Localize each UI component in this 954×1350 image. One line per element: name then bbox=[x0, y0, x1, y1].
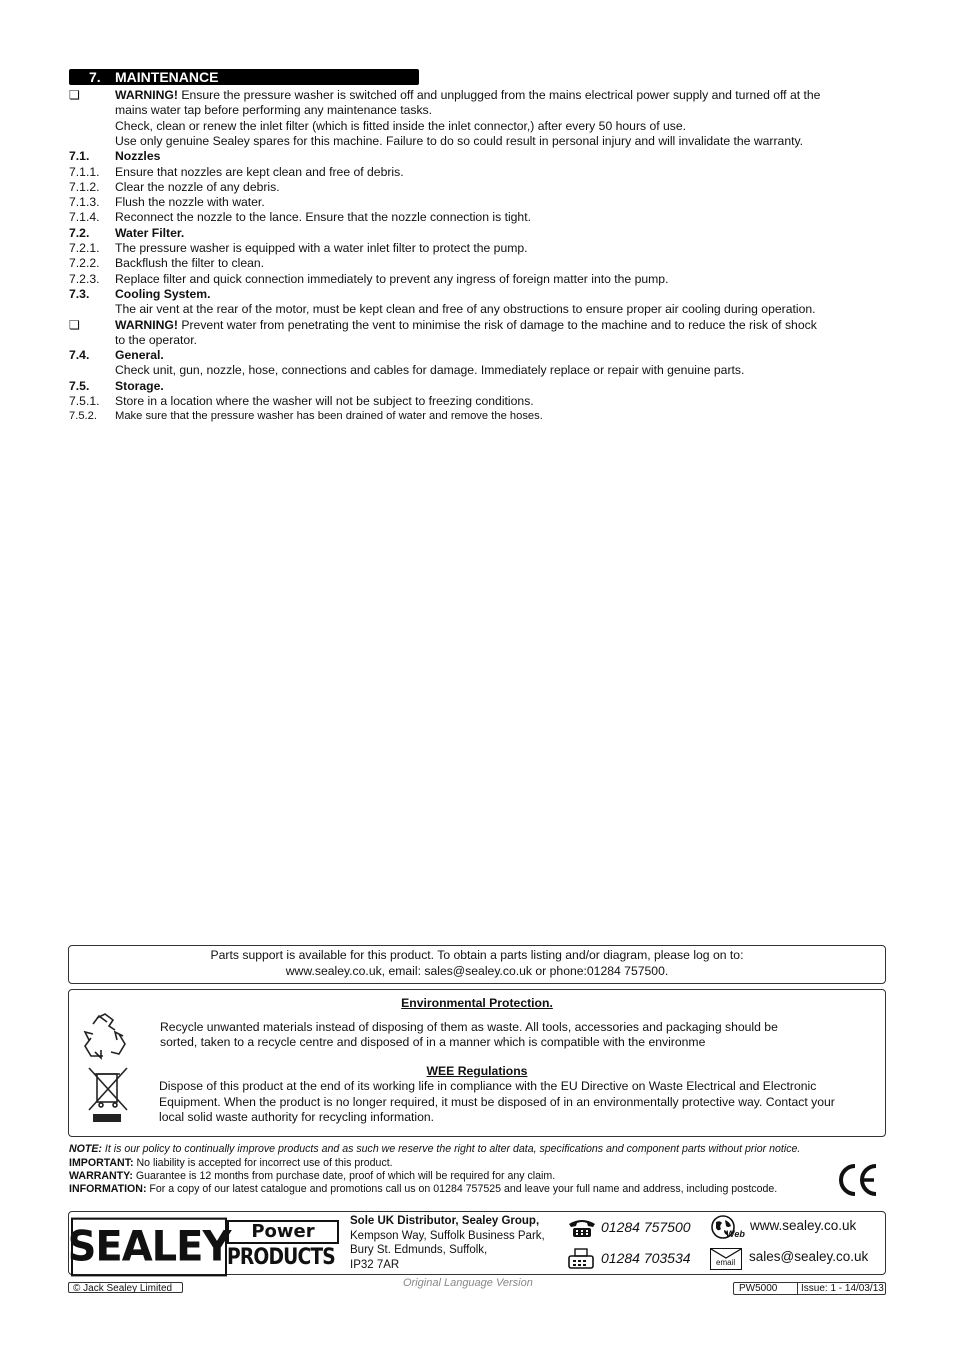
power-logo: Power bbox=[227, 1220, 339, 1244]
important-text: No liability is accepted for incorrect use of this product. bbox=[133, 1157, 393, 1169]
wee-text3: local solid waste authority for recycling information. bbox=[159, 1110, 435, 1124]
line-body-text: Clear the nozzle of any debris. bbox=[115, 179, 280, 194]
line-body-text: Flush the nozzle with water. bbox=[115, 195, 265, 210]
line-text bbox=[115, 394, 534, 409]
line-text bbox=[115, 333, 197, 348]
line-body-text: Check, clean or renew the inlet filter (which is fitted inside the inlet connector,) after every 50 hours of use. bbox=[115, 118, 687, 133]
warranty-label: WARRANTY: bbox=[69, 1170, 133, 1182]
products-logo: PRODUCTS bbox=[227, 1245, 335, 1270]
line-text bbox=[115, 348, 164, 363]
line-text bbox=[115, 409, 543, 424]
divider bbox=[797, 1283, 798, 1294]
environment-box bbox=[68, 989, 886, 1137]
line-body-text: The pressure washer is equipped with a water inlet filter to protect the pump. bbox=[115, 241, 528, 255]
address-line2: Bury St. Edmunds, Suffolk, bbox=[350, 1244, 488, 1256]
line-number: 7.2. bbox=[69, 225, 90, 240]
warranty-line bbox=[69, 1170, 555, 1184]
web-icon-label: Web bbox=[726, 1229, 745, 1239]
note-label: NOTE: bbox=[69, 1143, 102, 1155]
parts-support-line1: Parts support is available for this product. To obtain a parts listing and/or diagram, please log on to: bbox=[210, 948, 744, 962]
parts-support-box bbox=[68, 945, 886, 984]
line-number: 7.2.1. bbox=[69, 241, 100, 255]
line-text bbox=[115, 379, 164, 394]
env-text2: sorted, taken to a recycle centre and disposed of in a manner which is compatible with the environme bbox=[160, 1035, 706, 1049]
address-line1: Kempson Way, Suffolk Business Park, bbox=[350, 1229, 545, 1242]
checkbox-bullet-icon: ❏ bbox=[69, 317, 80, 332]
line-body-text: Ensure that nozzles are kept clean and free of debris. bbox=[115, 164, 404, 179]
website: www.sealey.co.uk bbox=[750, 1218, 857, 1233]
fax-icon bbox=[567, 1248, 595, 1270]
copyright: © Jack Sealey Limited bbox=[68, 1282, 183, 1293]
recycle-icon bbox=[79, 1010, 131, 1062]
line-number: 7.4. bbox=[69, 348, 90, 363]
wee-text1: Dispose of this product at the end of its working life in compliance with the EU Directive on Waste Electrical and Electronic bbox=[159, 1079, 817, 1093]
line-text bbox=[115, 241, 528, 256]
line-body-text: Store in a location where the washer will not be subject to freezing conditions. bbox=[115, 394, 534, 408]
fax-number: 01284 703534 bbox=[601, 1250, 691, 1266]
line-text bbox=[115, 149, 160, 164]
line-text bbox=[115, 318, 817, 333]
section-header bbox=[69, 69, 419, 85]
line-body-text: The air vent at the rear of the motor, must be kept clean and free of any obstructions to ensure proper air cooling during operation. bbox=[115, 302, 816, 317]
line-body-text: Reconnect the nozzle to the lance. Ensure that the nozzle connection is tight. bbox=[115, 210, 531, 225]
line-body-text: Ensure the pressure washer is switched off and unplugged from the mains electrical power supply and turned off at the bbox=[177, 88, 821, 102]
line-bold-text: General. bbox=[115, 348, 164, 363]
email-address: sales@sealey.co.uk bbox=[749, 1249, 869, 1264]
phone-number: 01284 757500 bbox=[601, 1219, 691, 1235]
note-line bbox=[69, 1143, 800, 1157]
distributor-address bbox=[350, 1214, 545, 1272]
important-line bbox=[69, 1157, 393, 1171]
line-text bbox=[115, 287, 210, 302]
line-number: 7.2.2. bbox=[69, 256, 100, 271]
line-number: 7.1.2. bbox=[69, 179, 100, 194]
original-language: Original Language Version bbox=[403, 1277, 533, 1289]
line-body-text: Backflush the filter to clean. bbox=[115, 256, 265, 271]
line-text bbox=[115, 88, 820, 103]
information-line bbox=[69, 1183, 777, 1197]
line-bold-text: WARNING! bbox=[115, 317, 178, 332]
email-icon-label: email bbox=[716, 1258, 736, 1267]
information-text: For a copy of our latest catalogue and promotions call us on 01284 757525 and leave your full name and address, including postcode. bbox=[146, 1183, 778, 1195]
line-bold-text: Nozzles bbox=[115, 149, 161, 164]
line-body-text: to the operator. bbox=[115, 332, 197, 347]
line-number: 7.1.3. bbox=[69, 195, 100, 210]
line-number: 7.1.4. bbox=[69, 210, 100, 225]
address-line3: IP32 7AR bbox=[350, 1258, 400, 1271]
line-body-text: Make sure that the pressure washer has been drained of water and remove the hoses. bbox=[115, 410, 543, 423]
line-bold-text: Water Filter. bbox=[115, 225, 185, 240]
line-number: 7.5.2. bbox=[69, 410, 97, 423]
information-label: INFORMATION: bbox=[69, 1183, 147, 1195]
ce-mark-icon bbox=[836, 1162, 880, 1198]
line-body-text: Prevent water from penetrating the vent to minimise the risk of damage to the machine and to reduce the risk of shock bbox=[177, 317, 817, 332]
parts-support-line2: www.sealey.co.uk, email: sales@sealey.co.uk or phone:01284 757500. bbox=[285, 964, 669, 978]
line-text bbox=[115, 119, 686, 134]
wee-heading: WEE Regulations bbox=[426, 1064, 528, 1078]
line-bold-text: Storage. bbox=[115, 378, 164, 393]
line-number: 7.3. bbox=[69, 286, 90, 301]
line-bold-text: WARNING! bbox=[115, 88, 178, 102]
line-number: 7.1. bbox=[69, 149, 90, 164]
line-text bbox=[115, 302, 816, 317]
sealey-logo: SEALEY bbox=[71, 1218, 227, 1277]
line-body-text: Use only genuine Sealey spares for this machine. Failure to do so could result in personal injury and will invalidate the warranty. bbox=[115, 133, 804, 148]
env-heading: Environmental Protection. bbox=[401, 996, 553, 1010]
distributor-name: Sole UK Distributor, Sealey Group, bbox=[350, 1215, 540, 1227]
line-text bbox=[115, 272, 668, 287]
line-number: 7.2.3. bbox=[69, 271, 100, 286]
line-text bbox=[115, 226, 184, 241]
line-text bbox=[115, 103, 432, 118]
env-text1: Recycle unwanted materials instead of disposing of them as waste. All tools, accessories and packaging should be bbox=[160, 1020, 778, 1034]
line-number: 7.1.1. bbox=[69, 164, 100, 179]
line-text bbox=[115, 180, 280, 195]
important-label: IMPORTANT: bbox=[69, 1157, 134, 1169]
line-text bbox=[115, 195, 265, 210]
issue-date: Issue: 1 - 14/03/13 bbox=[801, 1283, 884, 1294]
checkbox-bullet-icon: ❏ bbox=[69, 88, 80, 102]
company-footer bbox=[68, 1211, 886, 1275]
web-icon bbox=[710, 1214, 746, 1242]
wee-text2: Equipment. When the product is no longer required, it must be disposed of in an environmentally protective way. Contact your bbox=[159, 1095, 835, 1109]
line-body-text: mains water tap before performing any maintenance tasks. bbox=[115, 103, 433, 118]
line-text bbox=[115, 210, 531, 225]
model-number: PW5000 bbox=[739, 1283, 778, 1294]
line-text bbox=[115, 256, 264, 271]
warranty-text: Guarantee is 12 months from purchase date, proof of which will be required for any claim. bbox=[132, 1170, 556, 1182]
line-body-text: Check unit, gun, nozzle, hose, connections and cables for damage. Immediately replace or repair with genuine parts. bbox=[115, 363, 745, 378]
line-text bbox=[115, 134, 803, 149]
note-text: It is our policy to continually improve products and as such we reserve the right to alter data, specifications and component parts without prior notice. bbox=[101, 1143, 801, 1155]
model-issue bbox=[733, 1282, 886, 1295]
email-icon bbox=[710, 1248, 742, 1270]
line-number: 7.5.1. bbox=[69, 394, 100, 408]
line-number: 7.5. bbox=[69, 378, 90, 393]
telephone-icon bbox=[567, 1218, 597, 1238]
section-title: MAINTENANCE bbox=[115, 69, 219, 85]
line-body-text: Replace filter and quick connection immediately to prevent any ingress of foreign matter into the pump. bbox=[115, 271, 669, 286]
section-number: 7. bbox=[89, 69, 101, 85]
line-bold-text: Cooling System. bbox=[115, 286, 211, 301]
line-text bbox=[115, 363, 744, 378]
line-text bbox=[115, 165, 404, 180]
